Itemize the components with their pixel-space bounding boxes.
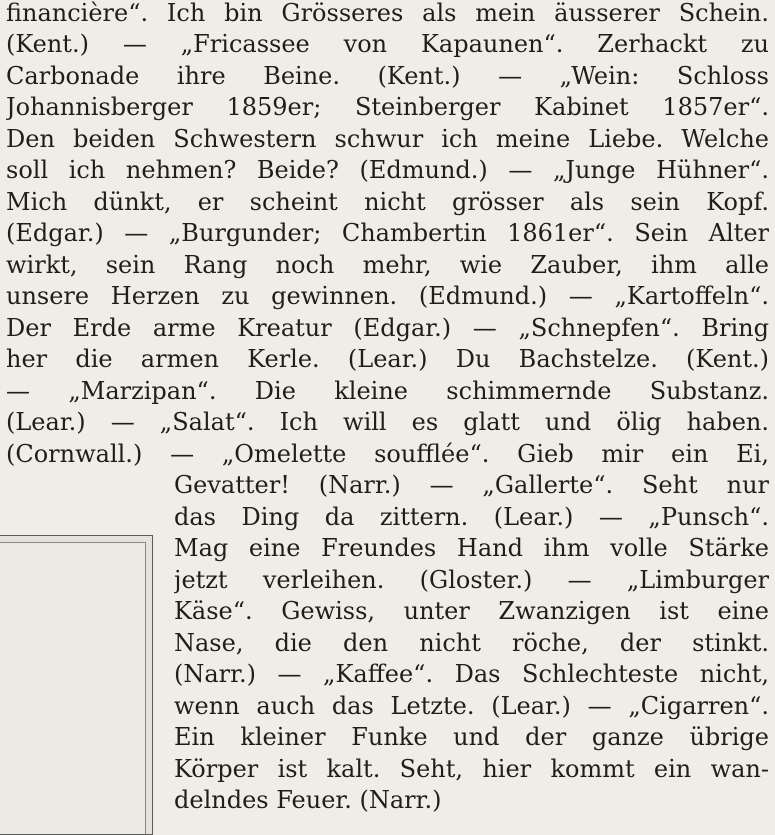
indented-text-line: Nase, die den nicht röche, der stinkt. <box>174 629 769 657</box>
illustration-inner-border <box>0 542 146 834</box>
indented-text-line: Gevatter! (Narr.) — „Gallerte“. Seht nur <box>174 471 769 499</box>
indented-text-line: wenn auch das Letzte. (Lear.) — „Cigarren“. <box>174 692 769 720</box>
indented-text-line: Körper ist kalt. Seht, hier kommt ein wan- <box>174 755 769 783</box>
indented-text-line: delndes Feuer. (Narr.) <box>174 786 442 814</box>
text-line: Johannisberger 1859er; Steinberger Kabinet 1857er“. <box>6 93 769 121</box>
text-line: her die armen Kerle. (Lear.) Du Bachstelze. (Kent.) <box>6 345 769 373</box>
illustration-frame <box>0 535 153 835</box>
indented-text-line: Ein kleiner Funke und der ganze übrige <box>174 723 769 751</box>
text-line: Carbonade ihre Beine. (Kent.) — „Wein: Schloss <box>6 62 769 90</box>
text-line: soll ich nehmen? Beide? (Edmund.) — „Junge Hühner“. <box>6 156 769 184</box>
text-line: (Lear.) — „Salat“. Ich will es glatt und ölig haben. <box>6 408 769 436</box>
text-line: — „Marzipan“. Die kleine schimmernde Substanz. <box>6 377 769 405</box>
indented-text-line: Mag eine Freundes Hand ihm volle Stärke <box>174 534 769 562</box>
text-line: (Kent.) — „Fricassee von Kapaunen“. Zerhackt zu <box>6 30 769 58</box>
text-line: unsere Herzen zu gewinnen. (Edmund.) — „Kartoffeln“. <box>6 282 769 310</box>
text-line: Den beiden Schwestern schwur ich meine Liebe. Welche <box>6 125 769 153</box>
indented-text-line: jetzt verleihen. (Gloster.) — „Limburger <box>174 566 769 594</box>
indented-text-line: (Narr.) — „Kaffee“. Das Schlechteste nicht, <box>174 660 769 688</box>
text-line: (Edgar.) — „Burgunder; Chambertin 1861er“. Sein Alter <box>6 219 769 247</box>
text-line: wirkt, sein Rang noch mehr, wie Zauber, ihm alle <box>6 251 769 279</box>
text-line: (Cornwall.) — „Omelette soufflée“. Gieb mir ein Ei, <box>6 440 769 468</box>
indented-text-line: das Ding da zittern. (Lear.) — „Punsch“. <box>174 503 769 531</box>
indented-text-line: Käse“. Gewiss, unter Zwanzigen ist eine <box>174 597 769 625</box>
text-line: Der Erde arme Kreatur (Edgar.) — „Schnepfen“. Bring <box>6 314 769 342</box>
text-line: financière“. Ich bin Grösseres als mein äusserer Schein. <box>6 0 769 27</box>
text-line: Mich dünkt, er scheint nicht grösser als sein Kopf. <box>6 188 769 216</box>
